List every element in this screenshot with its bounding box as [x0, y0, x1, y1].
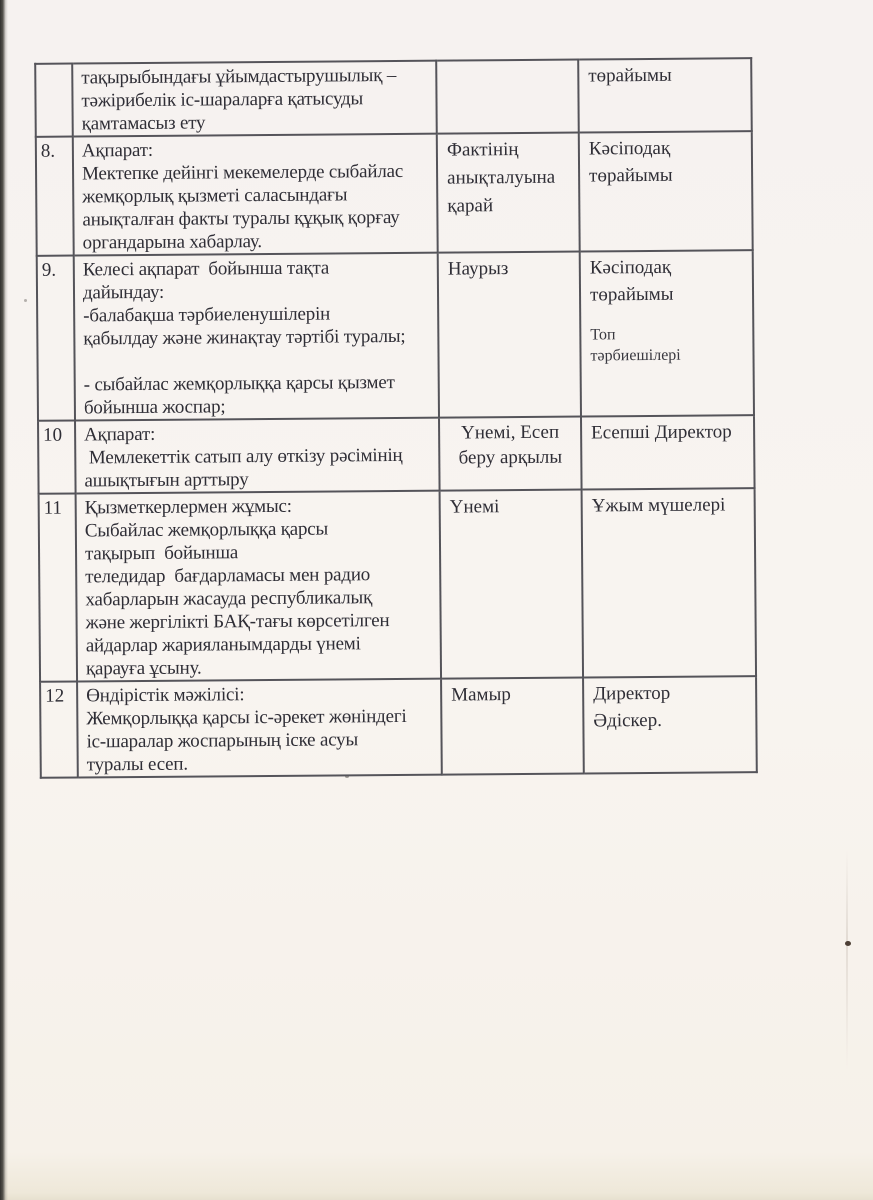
activity-text: Ақпарат: Мемлекеттік сатып алу өткізу рәсімінің ашықтығын арттыру: [84, 423, 403, 492]
table-row: [40, 676, 757, 778]
row-number-cell: [40, 682, 78, 778]
responsible-text: Кәсіподақ төрайымы: [589, 256, 674, 306]
responsible-cell: [581, 415, 755, 489]
scan-speck: [24, 299, 27, 302]
scanner-edge-shadow: [0, 0, 8, 1200]
timing-cell: [439, 417, 582, 491]
activity-cell: [75, 418, 440, 494]
timing-cell: [441, 678, 584, 775]
row-number: [36, 65, 71, 67]
row-number: 12: [45, 685, 65, 707]
timing-text: Наурыз: [447, 258, 509, 280]
activity-text: Келесі ақпарат бойынша тақта дайындау: -балабақша тәрбиеленушілерін қабылдау және жинақтау тәртібі туралы; - сыбайлас жемқорлыққа қарсы қызмет бойынша жоспар;: [82, 257, 406, 419]
row-number-cell: [37, 256, 75, 421]
row-number: 9.: [41, 259, 57, 281]
responsible-cell: [578, 58, 752, 132]
responsible-cell: [579, 131, 753, 251]
activity-text: Қызметкерлермен жұмыс: Сыбайлас жемқорлыққа қарсы тақырып бойынша теледидар бағдарламасы мен радио хабарларын жасауда республикалық және жергілікті БАҚ-тағы көрсетілген айдарлар жарияланымдарды үнемі қарауға ұсыну.: [84, 495, 390, 680]
activity-cell: [77, 679, 442, 778]
responsible-cell: [582, 488, 756, 677]
activity-text: Ақпарат: Мектепке дейінгі мекемелерде сыбайлас жемқорлық қызметі саласындағы анықталған факты туралы құқық қорғау органдарына хабарлау.: [81, 139, 404, 254]
row-number-cell: [35, 64, 73, 137]
scan-speck: [845, 941, 851, 946]
timing-cell: [437, 133, 580, 253]
timing-cell: [438, 252, 581, 418]
responsible-text: төрайымы: [588, 64, 672, 87]
row-number-cell: [39, 494, 77, 682]
timing-cell: [440, 490, 583, 679]
row-number-cell: [36, 137, 74, 256]
responsible-text: Директор Әдіскер.: [593, 682, 671, 732]
activity-cell: [74, 253, 439, 421]
responsible-text: Есепші Директор: [591, 421, 732, 444]
table-row: [35, 58, 752, 137]
activity-text: Өндірістік мәжілісі: Жемқорлыққа қарсы іс-әрекет жөніндегі іс-шаралар жоспарының іске асуы туралы есеп.: [86, 684, 407, 776]
timing-cell: [436, 60, 579, 134]
activity-plan-table-wrap: [34, 57, 756, 779]
row-number: 11: [43, 497, 63, 519]
responsible-text: Кәсіподақ төрайымы: [588, 137, 673, 187]
activity-cell: [72, 61, 437, 137]
timing-text: Үнемі, Есеп беру арқылы: [458, 421, 563, 469]
responsible-secondary-text: Топ тәрбиешілері: [590, 326, 681, 365]
responsible-cell: [583, 676, 757, 773]
responsible-cell: [580, 250, 754, 416]
activity-cell: [73, 134, 438, 256]
table-row: [38, 415, 755, 494]
scan-streak: [846, 850, 848, 1070]
timing-text: Үнемі: [449, 496, 500, 518]
row-number: 10: [43, 424, 63, 446]
timing-text: Мамыр: [451, 684, 511, 706]
timing-text: Фактінің анықталуына қарай: [446, 139, 556, 217]
timing-text: [437, 61, 577, 64]
activity-cell: [76, 491, 441, 682]
responsible-text: Ұжым мүшелері: [591, 494, 726, 517]
table-row: [36, 131, 753, 256]
row-number-cell: [38, 421, 76, 494]
activity-plan-table: [34, 57, 758, 779]
table-row: [39, 488, 756, 682]
row-number: 8.: [40, 140, 56, 162]
table-row: [37, 250, 754, 421]
activity-text: тақырыбындағы ұйымдастырушылық – тәжірибелік іс-шараларға қатысуды қамтамасыз ету: [81, 64, 397, 135]
